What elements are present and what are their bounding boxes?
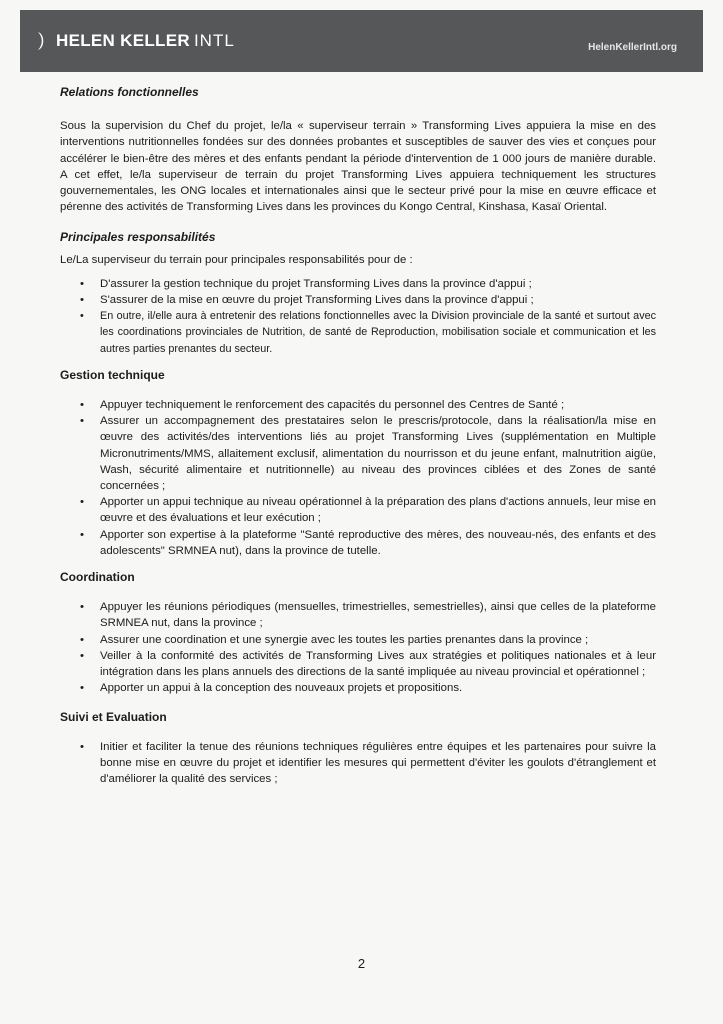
brand-logo xyxy=(34,30,235,52)
paragraph: Le/La superviseur du terrain pour principales responsabilités pour de : xyxy=(60,253,413,266)
document-body xyxy=(60,78,656,787)
list-item: • Assurer une coordination et une synergie avec les toutes les parties prenantes dans la province ; xyxy=(60,632,656,648)
list-item: • S'assurer de la mise en œuvre du projet Transforming Lives dans la province d'appui ; xyxy=(60,292,656,308)
list-item: • Apporter son expertise à la plateforme "Santé reproductive des mères, des nouveau-nés, des enfants et des adolescents" SRMNEA nut), dans la province de tutelle. xyxy=(60,527,656,559)
section-title: Relations fonctionnelles xyxy=(60,85,199,99)
section-gestion xyxy=(60,367,656,559)
page-header xyxy=(20,10,703,72)
brand-name: HELEN KELLER xyxy=(56,31,190,50)
section-title: Principales responsabilités xyxy=(60,230,216,245)
bullet-list xyxy=(60,739,656,788)
bullet-list xyxy=(60,599,656,696)
list-item: • Appuyer techniquement le renforcement des capacités du personnel des Centres de Santé ; xyxy=(60,397,656,413)
list-item: • D'assurer la gestion technique du projet Transforming Lives dans la province d'appui ; xyxy=(60,276,656,292)
website-link: HelenKellerIntl.org xyxy=(588,41,677,53)
list-item: • En outre, il/elle aura à entretenir des relations fonctionnelles avec la Division provinciale de la santé et surtout avec les coordinations provinciales de Nutrition, de santé de Reproduction, mobilisation sociale et communication et les autres parties prenantes du secteur. xyxy=(60,308,656,357)
list-item: • Apporter un appui technique au niveau opérationnel à la préparation des plans d'actions annuels, leur mise en œuvre et des évaluations et leur exécution ; xyxy=(60,494,656,526)
list-item: • Initier et faciliter la tenue des réunions techniques régulières entre équipes et les partenaires pour suivre la bonne mise en œuvre du projet et identifier les mesures qui permettent d'éviter les goulots d'étranglement et d'améliorer la qualité des services ; xyxy=(60,739,656,788)
page-number: 2 xyxy=(357,956,366,971)
section-suivi xyxy=(60,709,656,788)
section-title: Coordination xyxy=(60,570,135,585)
crescent-logo-icon xyxy=(34,30,50,52)
section-coordination xyxy=(60,569,656,696)
section-responsabilites xyxy=(60,229,656,356)
list-item: • Assurer un accompagnement des prestataires selon le prescris/protocole, dans la réalisation/la mise en œuvre des activités/des interventions liés au projet Transforming Lives (supplémentation en Multiple Micronutriments/MMS, allaitement exclusif, alimentation du nourrisson et du jeune enfant, malnutrition aigüe, Wash, sécurité alimentaire et nutritionnelle) au niveau des provinces ciblées et des Zones de santé concernées ; xyxy=(60,413,656,494)
brand-suffix: INTL xyxy=(193,31,235,50)
bullet-list xyxy=(60,397,656,559)
list-item: • Apporter un appui à la conception des nouveaux projets et propositions. xyxy=(60,680,656,696)
list-item: • Appuyer les réunions périodiques (mensuelles, trimestrielles, semestrielles), ainsi que celles de la plateforme SRMNEA nut, dans la province ; xyxy=(60,599,656,631)
section-relations xyxy=(60,84,656,215)
section-title: Suivi et Evaluation xyxy=(60,709,167,724)
list-item: • Veiller à la conformité des activités de Transforming Lives aux stratégies et politiques nationales et à leur intégration dans les plans annuels des directions de la santé impliquée au niveau provincial et opérationnel ; xyxy=(60,648,656,680)
bullet-list xyxy=(60,276,656,357)
section-title: Gestion technique xyxy=(60,367,165,382)
paragraph: Sous la supervision du Chef du projet, le/la « superviseur terrain » Transforming Lives appuiera la mise en des interventions nutritionnelles fondées sur des données probantes et susceptibles de sauver des vies et conçues pour accélérer le bien-être des mères et des enfants pendant la période d'intervention de 1 000 jours de manière durable. A cet effet, le/la superviseur de terrain du projet Transforming Lives appuiera techniquement les structures gouvernementales, les ONG locales et internationales ainsi que le secteur privé pour la mise en œuvre efficace et pérenne des activités de Transforming Lives dans les provinces du Kongo Central, Kinshasa, Kasaï Oriental. xyxy=(60,120,656,214)
